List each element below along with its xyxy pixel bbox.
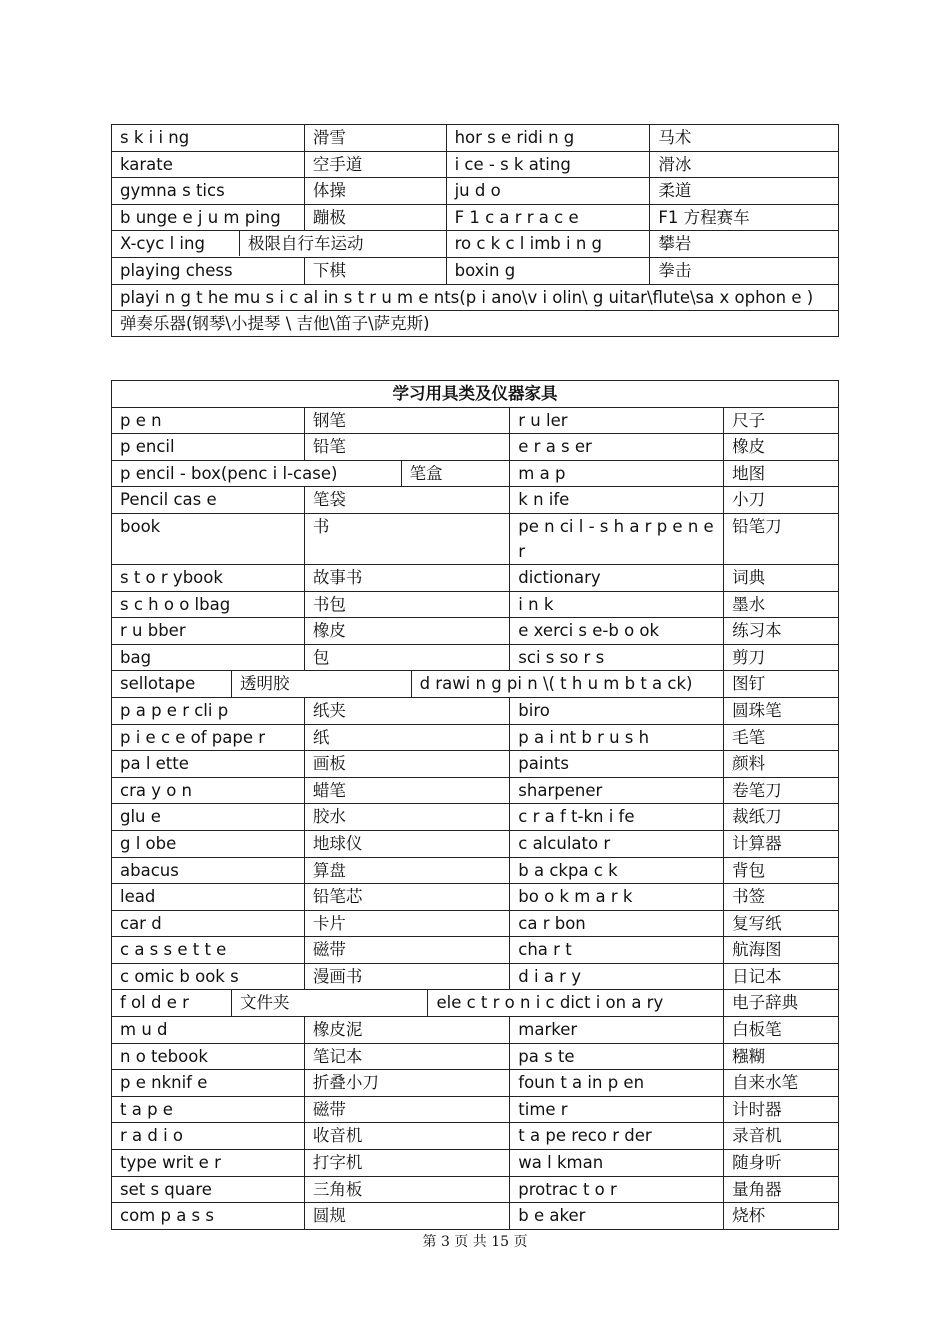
english-cell: car d — [112, 910, 305, 937]
english-cell: c r a f t-kn i fe — [510, 804, 724, 831]
chinese-cell: 磁带 — [304, 937, 509, 964]
table-row — [112, 990, 839, 1017]
english-cell: r a d i o — [112, 1123, 305, 1150]
english-cell: playing chess — [112, 257, 305, 284]
chinese-cell: 蜡笔 — [304, 777, 509, 804]
english-cell: g l obe — [112, 830, 305, 857]
chinese-cell: 录音机 — [724, 1123, 839, 1150]
english-cell: set s quare — [112, 1176, 305, 1203]
chinese-cell: 词典 — [724, 564, 839, 591]
english-cell: sci s so r s — [510, 644, 724, 671]
chinese-cell: 纸 — [304, 724, 509, 751]
chinese-cell: 自来水笔 — [724, 1070, 839, 1097]
english-cell: time r — [510, 1096, 724, 1123]
chinese-cell: 打字机 — [304, 1150, 509, 1177]
chinese-cell: 糨糊 — [724, 1043, 839, 1070]
chinese-cell: 马术 — [650, 125, 839, 152]
chinese-cell: 铅笔 — [304, 434, 509, 461]
english-cell: p a i nt b r u s h — [510, 724, 724, 751]
table-row — [112, 591, 839, 618]
english-cell: b e aker — [510, 1203, 724, 1230]
chinese-cell: 磁带 — [304, 1096, 509, 1123]
english-cell: dictionary — [510, 564, 724, 591]
chinese-cell: 圆珠笔 — [724, 697, 839, 724]
chinese-cell: 笔盒 — [401, 460, 510, 487]
english-cell: hor s e ridi n g — [446, 125, 650, 152]
chinese-cell: 地图 — [724, 460, 839, 487]
table-row — [112, 564, 839, 591]
table-row — [112, 231, 839, 258]
english-cell: i n k — [510, 591, 724, 618]
table-row — [112, 460, 839, 487]
english-cell: protrac t o r — [510, 1176, 724, 1203]
english-cell: m a p — [510, 460, 724, 487]
chinese-cell: 日记本 — [724, 963, 839, 990]
chinese-cell: 空手道 — [304, 151, 446, 178]
table-row — [112, 644, 839, 671]
table-row — [112, 857, 839, 884]
chinese-cell: 折叠小刀 — [304, 1070, 509, 1097]
english-cell: t a p e — [112, 1096, 305, 1123]
chinese-cell: 书 — [304, 513, 509, 564]
chinese-cell: 背包 — [724, 857, 839, 884]
table-row — [112, 151, 839, 178]
english-cell: lead — [112, 884, 305, 911]
chinese-cell: 极限自行车运动 — [248, 234, 364, 254]
table-row — [112, 1203, 839, 1230]
chinese-cell: 柔道 — [650, 178, 839, 205]
chinese-cell: 书包 — [304, 591, 509, 618]
chinese-cell: 攀岩 — [650, 231, 839, 258]
english-cell: c a s s e t t e — [112, 937, 305, 964]
chinese-cell: 橡皮泥 — [304, 1017, 509, 1044]
chinese-cell: 剪刀 — [724, 644, 839, 671]
english-cell: p a p e r cli p — [112, 697, 305, 724]
table-row — [112, 1017, 839, 1044]
chinese-cell: 练习本 — [724, 618, 839, 645]
english-cell: p e nknif e — [112, 1070, 305, 1097]
english-cell: pe n ci l - s h a r p e n e r — [510, 513, 724, 564]
table-row — [112, 204, 839, 231]
english-cell: karate — [112, 151, 305, 178]
chinese-cell: 铅笔刀 — [724, 513, 839, 564]
section-title: 学习用具类及仪器家具 — [112, 381, 839, 408]
english-cell: m u d — [112, 1017, 305, 1044]
merged-cell — [112, 231, 447, 258]
chinese-cell: 地球仪 — [304, 830, 509, 857]
english-cell: c alculato r — [510, 830, 724, 857]
english-cell: e r a s er — [510, 434, 724, 461]
english-cell: com p a s s — [112, 1203, 305, 1230]
chinese-cell: 烧杯 — [724, 1203, 839, 1230]
table-row — [112, 963, 839, 990]
english-cell: book — [112, 513, 305, 564]
table-row — [112, 751, 839, 778]
english-cell: f ol d e r — [112, 990, 232, 1017]
english-cell: b a ckpa c k — [510, 857, 724, 884]
table-row — [112, 618, 839, 645]
chinese-cell: 钢笔 — [304, 407, 509, 434]
chinese-cell: 复写纸 — [724, 910, 839, 937]
chinese-cell: 滑冰 — [650, 151, 839, 178]
table-row — [112, 1150, 839, 1177]
table-row — [112, 830, 839, 857]
english-cell: bo o k m a r k — [510, 884, 724, 911]
english-cell: t a pe reco r der — [510, 1123, 724, 1150]
chinese-cell: 颜料 — [724, 751, 839, 778]
chinese-cell: 拳击 — [650, 257, 839, 284]
chinese-cell: 铅笔芯 — [304, 884, 509, 911]
table-row — [112, 1096, 839, 1123]
page-footer: 第 3 页 共 15 页 — [422, 1234, 528, 1250]
chinese-cell: 白板笔 — [724, 1017, 839, 1044]
chinese-cell: 笔记本 — [304, 1043, 509, 1070]
table-row — [112, 125, 839, 152]
english-cell: marker — [510, 1017, 724, 1044]
chinese-cell: 三角板 — [304, 1176, 509, 1203]
english-cell: d rawi n g pi n \( t h u m b t a ck) — [411, 671, 724, 698]
english-cell: pa l ette — [112, 751, 305, 778]
chinese-cell: 随身听 — [724, 1150, 839, 1177]
english-cell: r u ler — [510, 407, 724, 434]
chinese-cell: 滑雪 — [304, 125, 446, 152]
english-cell: sellotape — [112, 671, 232, 698]
english-cell: bag — [112, 644, 305, 671]
chinese-cell: 蹦极 — [304, 204, 446, 231]
chinese-cell: 胶水 — [304, 804, 509, 831]
table-row — [112, 937, 839, 964]
chinese-cell: 计时器 — [724, 1096, 839, 1123]
english-cell: ca r bon — [510, 910, 724, 937]
english-cell: glu e — [112, 804, 305, 831]
chinese-cell: 橡皮 — [304, 618, 509, 645]
english-cell: F 1 c a r r a c e — [446, 204, 650, 231]
table-row — [112, 804, 839, 831]
english-cell: paints — [510, 751, 724, 778]
english-cell: s t o r ybook — [112, 564, 305, 591]
table-row — [112, 257, 839, 284]
english-cell: s c h o o lbag — [112, 591, 305, 618]
english-cell: k n ife — [510, 487, 724, 514]
english-cell: sharpener — [510, 777, 724, 804]
english-cell: ju d o — [446, 178, 650, 205]
chinese-cell: 下棋 — [304, 257, 446, 284]
english-cell: boxin g — [446, 257, 650, 284]
table-row — [112, 697, 839, 724]
chinese-cell: F1 方程赛车 — [650, 204, 839, 231]
english-cell: foun t a in p en — [510, 1070, 724, 1097]
chinese-cell: 漫画书 — [304, 963, 509, 990]
chinese-cell: 量角器 — [724, 1176, 839, 1203]
sports-table — [111, 124, 839, 337]
table-row — [112, 884, 839, 911]
chinese-cell: 计算器 — [724, 830, 839, 857]
english-cell: ro c k c l imb i n g — [446, 231, 650, 258]
music-chinese-cell: 弹奏乐器(钢琴\小提琴 \ 吉他\笛子\萨克斯) — [112, 310, 839, 337]
table-row — [112, 671, 839, 698]
table-row — [112, 487, 839, 514]
table-row — [112, 434, 839, 461]
english-cell: p i e c e of pape r — [112, 724, 305, 751]
table-row — [112, 1123, 839, 1150]
english-cell: b unge e j u m ping — [112, 204, 305, 231]
chinese-cell: 故事书 — [304, 564, 509, 591]
english-cell: wa l kman — [510, 1150, 724, 1177]
table-row — [112, 513, 839, 564]
chinese-cell: 电子辞典 — [724, 990, 839, 1017]
english-cell: r u bber — [112, 618, 305, 645]
chinese-cell: 画板 — [304, 751, 509, 778]
stationery-table — [111, 380, 839, 1230]
chinese-cell: 毛笔 — [724, 724, 839, 751]
english-cell: i ce - s k ating — [446, 151, 650, 178]
english-cell: p e n — [112, 407, 305, 434]
chinese-cell: 卡片 — [304, 910, 509, 937]
english-cell: cha r t — [510, 937, 724, 964]
table-row — [112, 1070, 839, 1097]
english-cell: s k i i ng — [112, 125, 305, 152]
chinese-cell: 圆规 — [304, 1203, 509, 1230]
chinese-cell: 体操 — [304, 178, 446, 205]
table-row — [112, 1043, 839, 1070]
chinese-cell: 裁纸刀 — [724, 804, 839, 831]
table-row — [112, 407, 839, 434]
chinese-cell: 航海图 — [724, 937, 839, 964]
english-cell: type writ e r — [112, 1150, 305, 1177]
chinese-cell: 包 — [304, 644, 509, 671]
english-cell: cra y o n — [112, 777, 305, 804]
english-cell: ele c t r o n i c dict i on a ry — [428, 990, 724, 1017]
chinese-cell: 图钉 — [724, 671, 839, 698]
table-row — [112, 910, 839, 937]
chinese-cell: 算盘 — [304, 857, 509, 884]
chinese-cell: 笔袋 — [304, 487, 509, 514]
music-english-cell: playi n g t he mu s i c al in s t r u m e nts(p i ano\v i olin\ g uitar\flute\sa x ophon e ) — [112, 284, 839, 310]
chinese-cell: 收音机 — [304, 1123, 509, 1150]
english-cell: c omic b ook s — [112, 963, 305, 990]
chinese-cell: 尺子 — [724, 407, 839, 434]
english-cell: d i a r y — [510, 963, 724, 990]
table-row — [112, 777, 839, 804]
chinese-cell: 墨水 — [724, 591, 839, 618]
english-cell: gymna s tics — [112, 178, 305, 205]
chinese-cell: 文件夹 — [231, 990, 428, 1017]
chinese-cell: 小刀 — [724, 487, 839, 514]
table-row — [112, 178, 839, 205]
english-cell: X-cyc l ing — [112, 231, 240, 256]
english-cell: p encil — [112, 434, 305, 461]
english-cell: n o tebook — [112, 1043, 305, 1070]
chinese-cell: 书签 — [724, 884, 839, 911]
table-row — [112, 1176, 839, 1203]
table-row — [112, 724, 839, 751]
english-cell: biro — [510, 697, 724, 724]
chinese-cell: 透明胶 — [231, 671, 411, 698]
english-cell: p encil - box(penc i l-case) — [112, 460, 402, 487]
english-cell: e xerci s e-b o ok — [510, 618, 724, 645]
english-cell: pa s te — [510, 1043, 724, 1070]
chinese-cell: 卷笔刀 — [724, 777, 839, 804]
english-cell: abacus — [112, 857, 305, 884]
chinese-cell: 纸夹 — [304, 697, 509, 724]
chinese-cell: 橡皮 — [724, 434, 839, 461]
english-cell: Pencil cas e — [112, 487, 305, 514]
